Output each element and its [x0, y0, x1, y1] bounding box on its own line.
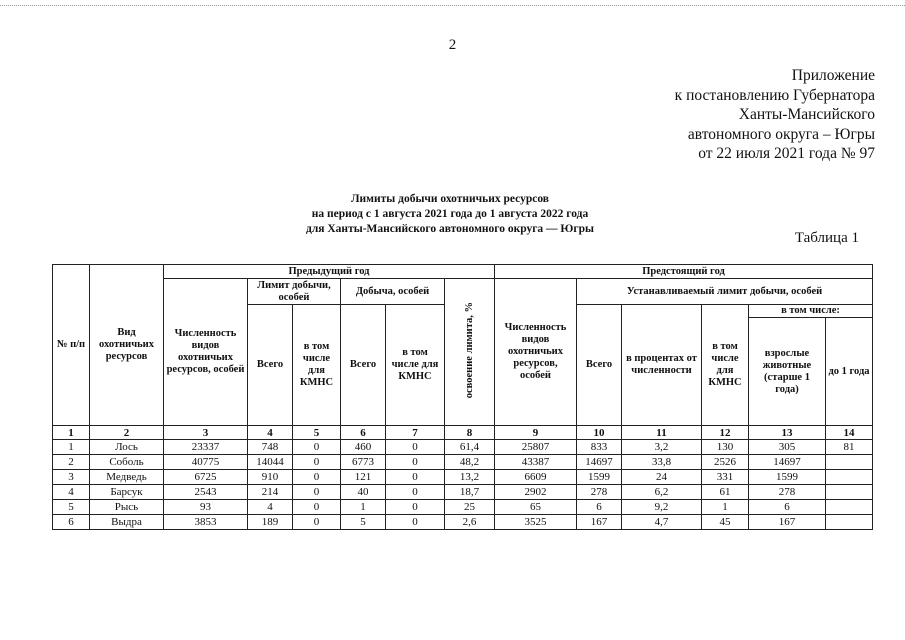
- limits-table: [52, 264, 873, 530]
- table-cell: [826, 515, 873, 530]
- table-cell: 2543: [164, 485, 248, 500]
- table-cell: 14697: [577, 455, 622, 470]
- table-cell: 61,4: [445, 440, 495, 455]
- table-cell: [826, 455, 873, 470]
- table-cell: 24: [622, 470, 702, 485]
- table-cell: 0: [386, 440, 445, 455]
- header-prev-population: Численность видов охотничьих ресурсов, особей: [164, 279, 248, 426]
- limit-usage-vertical-text: освоение лимита, %: [463, 301, 475, 399]
- table-cell: 2526: [702, 455, 749, 470]
- table-cell: 130: [702, 440, 749, 455]
- column-number-cell: 4: [248, 426, 293, 440]
- table-cell: 81: [826, 440, 873, 455]
- table-cell: 0: [386, 470, 445, 485]
- header-including: в том числе:: [749, 305, 873, 318]
- table-cell: 833: [577, 440, 622, 455]
- table-cell: 43387: [495, 455, 577, 470]
- table-cell: 4,7: [622, 515, 702, 530]
- table-cell: [826, 485, 873, 500]
- table-cell: 0: [293, 470, 341, 485]
- table-cell: 5: [341, 515, 386, 530]
- table-cell: 0: [293, 485, 341, 500]
- header-set-limit-kmns: в том числе для КМНС: [702, 305, 749, 426]
- appendix-line-3: Ханты-Мансийского: [738, 106, 875, 123]
- table-cell: 13,2: [445, 470, 495, 485]
- table-cell: 2: [53, 455, 90, 470]
- table-cell: 45: [702, 515, 749, 530]
- table-cell: 2,6: [445, 515, 495, 530]
- column-number-cell: 8: [445, 426, 495, 440]
- table-cell: 278: [749, 485, 826, 500]
- header-percent-of-population: в процентах от численности: [622, 305, 702, 426]
- column-number-cell: 1: [53, 426, 90, 440]
- column-number-cell: 11: [622, 426, 702, 440]
- table-cell: 1599: [577, 470, 622, 485]
- title-line-2: на период с 1 августа 2021 года до 1 августа 2022 года: [311, 208, 589, 220]
- table-cell: 331: [702, 470, 749, 485]
- header-under-one: до 1 года: [826, 318, 873, 426]
- table-cell: 61: [702, 485, 749, 500]
- table-cell: [826, 470, 873, 485]
- table-cell: 189: [248, 515, 293, 530]
- column-number-cell: 5: [293, 426, 341, 440]
- table-cell: 9,2: [622, 500, 702, 515]
- table-cell: 214: [248, 485, 293, 500]
- table-cell: 1: [702, 500, 749, 515]
- table-cell: 278: [577, 485, 622, 500]
- scan-top-edge: [0, 5, 905, 6]
- appendix-line-2: к постановлению Губернатора: [674, 86, 875, 104]
- title-line-1: Лимиты добычи охотничьих ресурсов: [350, 193, 550, 205]
- title-line-3: для Ханты-Мансийского автономного округа — Югры: [306, 223, 594, 235]
- table-cell: 6609: [495, 470, 577, 485]
- header-next-population: Численность видов охотничьих ресурсов, особей: [495, 279, 577, 426]
- appendix-block: [675, 66, 875, 164]
- column-number-cell: 14: [826, 426, 873, 440]
- header-prev-year: Предыдущий год: [164, 265, 495, 279]
- table-cell: 0: [293, 500, 341, 515]
- table-cell: 48,2: [445, 455, 495, 470]
- table-cell: 6,2: [622, 485, 702, 500]
- table-cell: 910: [248, 470, 293, 485]
- column-number-row: [53, 426, 873, 440]
- table-body: [53, 440, 873, 530]
- header-prev-harvest: Добыча, особей: [341, 279, 445, 305]
- table-cell: 1: [341, 500, 386, 515]
- table-cell: 0: [386, 485, 445, 500]
- table-cell: Рысь: [90, 500, 164, 515]
- table-cell: 6: [749, 500, 826, 515]
- table-cell: 167: [749, 515, 826, 530]
- table-cell: 4: [248, 500, 293, 515]
- table-cell: 23337: [164, 440, 248, 455]
- column-number-cell: 7: [386, 426, 445, 440]
- header-resource: Вид охотничьих ресурсов: [90, 265, 164, 426]
- table-cell: 6: [577, 500, 622, 515]
- column-number-cell: 10: [577, 426, 622, 440]
- table-cell: 40775: [164, 455, 248, 470]
- table-cell: 4: [53, 485, 90, 500]
- header-adults: взрослые животные (старше 1 года): [749, 318, 826, 426]
- header-limit-usage: [445, 279, 495, 426]
- table-cell: 460: [341, 440, 386, 455]
- table-cell: 121: [341, 470, 386, 485]
- table-cell: 2902: [495, 485, 577, 500]
- table-cell: Соболь: [90, 455, 164, 470]
- column-number-cell: 9: [495, 426, 577, 440]
- table-cell: 0: [293, 455, 341, 470]
- table-cell: [826, 500, 873, 515]
- table-cell: 305: [749, 440, 826, 455]
- table-cell: 3853: [164, 515, 248, 530]
- header-prev-harvest-total: Всего: [341, 305, 386, 426]
- header-set-limit-total: Всего: [577, 305, 622, 426]
- table-cell: 5: [53, 500, 90, 515]
- table-cell: Медведь: [90, 470, 164, 485]
- table-cell: 0: [386, 455, 445, 470]
- table-cell: 6: [53, 515, 90, 530]
- table-cell: 25: [445, 500, 495, 515]
- table-cell: 0: [386, 515, 445, 530]
- table-cell: 0: [386, 500, 445, 515]
- table-cell: 33,8: [622, 455, 702, 470]
- appendix-line-5: от 22 июля 2021 года № 97: [698, 145, 875, 162]
- header-next-year: Предстоящий год: [495, 265, 873, 279]
- header-prev-limit-kmns: в том числе для КМНС: [293, 305, 341, 426]
- table-cell: 3525: [495, 515, 577, 530]
- table-cell: 3,2: [622, 440, 702, 455]
- header-prev-limit: Лимит добычи, особей: [248, 279, 341, 305]
- column-number-cell: 2: [90, 426, 164, 440]
- table-row: [53, 470, 873, 485]
- table-cell: 748: [248, 440, 293, 455]
- header-set-limit: Устанавливаемый лимит добычи, особей: [577, 279, 873, 305]
- column-number-cell: 3: [164, 426, 248, 440]
- column-number-cell: 6: [341, 426, 386, 440]
- column-number-cell: 12: [702, 426, 749, 440]
- header-num: № п/п: [53, 265, 90, 426]
- document-title: [190, 192, 710, 237]
- table-row: [53, 515, 873, 530]
- table-label: Таблица 1: [794, 230, 859, 246]
- table-cell: Выдра: [90, 515, 164, 530]
- table-cell: 0: [293, 440, 341, 455]
- table-cell: 167: [577, 515, 622, 530]
- table-cell: 0: [293, 515, 341, 530]
- table-row: [53, 485, 873, 500]
- table-row: [53, 455, 873, 470]
- table-cell: 14044: [248, 455, 293, 470]
- table-cell: 18,7: [445, 485, 495, 500]
- table-row: [53, 440, 873, 455]
- table-cell: 25807: [495, 440, 577, 455]
- table-cell: 6725: [164, 470, 248, 485]
- table-cell: 14697: [749, 455, 826, 470]
- table-cell: 93: [164, 500, 248, 515]
- column-number-cell: 13: [749, 426, 826, 440]
- header-prev-limit-total: Всего: [248, 305, 293, 426]
- table-cell: 40: [341, 485, 386, 500]
- page-number: 2: [448, 37, 457, 53]
- appendix-line-1: Приложение: [791, 67, 875, 84]
- header-prev-harvest-kmns: в том числе для КМНС: [386, 305, 445, 426]
- table-cell: Лось: [90, 440, 164, 455]
- table-cell: 1: [53, 440, 90, 455]
- table-cell: 3: [53, 470, 90, 485]
- table-cell: 1599: [749, 470, 826, 485]
- table-cell: 6773: [341, 455, 386, 470]
- table-cell: 65: [495, 500, 577, 515]
- appendix-line-4: автономного округа – Югры: [687, 125, 875, 143]
- table-row: [53, 500, 873, 515]
- table-cell: Барсук: [90, 485, 164, 500]
